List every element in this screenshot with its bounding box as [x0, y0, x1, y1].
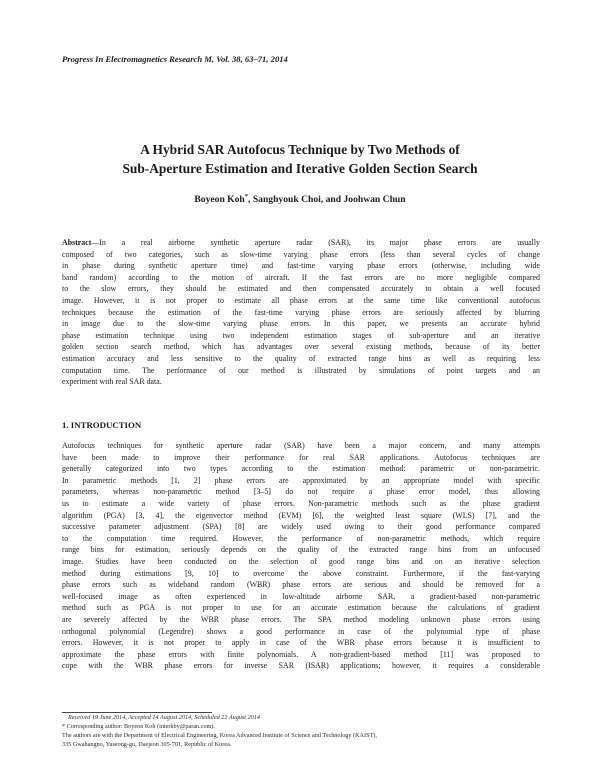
section-heading-introduction: 1. INTRODUCTION	[62, 420, 142, 430]
footnotes	[62, 714, 540, 750]
abstract-line: computation time. The performance of our method is illustrated by simulations of point targets and an	[62, 365, 540, 375]
body-line: orthogonal polynomial (Legendre) shows a good performance in case of the polynomial type of phase	[62, 626, 540, 636]
abstract-line: golden section search method, which has advantages over several existing methods, because of its better	[62, 342, 540, 352]
abstract-line: estimation accuracy and less sensitive to the quality of extracted range bins as well as requiring less	[62, 353, 540, 363]
body-line: algorithm (PGA) [3, 4], the eigenvector method (EVM) [6], the weighted least square (WLS) [7], and the	[62, 510, 540, 520]
corresponding-author-note: * Corresponding author: Boyeon Koh (interkby@paran.com).	[62, 722, 215, 730]
abstract-line	[62, 237, 540, 249]
body-line: cope with the WBR phase errors for inverse SAR (ISAR) applications; however, it requires a considerable	[62, 661, 540, 671]
abstract-text: —In a real airborne synthetic aperture radar (SAR), its major phase errors are usually	[91, 238, 540, 247]
abstract-line: in image due to the slow-time varying phase errors. In this paper, we presents an accurate hybrid	[62, 319, 540, 329]
body-line: errors. However, it is not proper to apply in case of the WBR phase errors because it is insufficient to	[62, 638, 540, 648]
body-line: phase errors such as wideband random (WBR) phase errors are serious and should be removed for a	[62, 580, 540, 590]
body-line: approximate the phase errors with finite polynomials. A non-gradient-based method [11] was proposed to	[62, 649, 540, 659]
introduction-body	[62, 440, 540, 672]
abstract-line: image. However, it is not proper to estimate all phase errors at the same time like conventional autofocus	[62, 295, 540, 305]
corresponding-mark: *	[244, 193, 249, 200]
title-line-2: Sub-Aperture Estimation and Iterative Golden Section Search	[122, 161, 478, 176]
affiliation-line: The authors are with the Department of Electrical Engineering, Korea Advanced Institute of Science and Technology (KAIST),	[62, 731, 377, 739]
body-line: are severely affected by the WBR phase errors. The SPA method modeling unknown phase errors using	[62, 614, 540, 624]
body-line: method during estimations [9, 10] to overcome the above constraint. Furthermore, if the fast-varying	[62, 568, 540, 578]
abstract-line: phase estimation technique using two independent estimation stages of sub-aperture and an iterative	[62, 330, 540, 340]
abstract-line: experiment with real SAR data.	[62, 377, 162, 387]
author-list	[40, 193, 560, 205]
abstract-line: in phase during synthetic aperture time) and fast-time varying phase errors (otherwise, including wide	[62, 261, 540, 271]
body-line: parameters, whereas non-parametric method [3–5] do not require a phase error model, thus allowing	[62, 487, 540, 497]
journal-header: Progress In Electromagnetics Research M, Vol. 38, 63–71, 2014	[62, 54, 288, 64]
body-line: In parametric methods [1, 2] phase errors are approximated by an appropriate model with specific	[62, 475, 540, 485]
received-dates: Received 19 June 2014, Accepted 14 August 2014, Scheduled 22 August 2014	[68, 714, 260, 721]
title-line-1: A Hybrid SAR Autofocus Technique by Two Methods of	[140, 142, 460, 157]
body-line: to the computation time required. However, the performance of non-parametric methods, which require	[62, 533, 540, 543]
body-line: image. Studies have been conducted on the selection of good range bins and on an iterative selection	[62, 556, 540, 566]
abstract-label: Abstract	[62, 238, 92, 247]
body-line: us to estimate a wide variety of phase errors. Non-parametric methods such as the phase gradient	[62, 498, 540, 508]
paper-title	[40, 140, 560, 178]
abstract-line: to the slow errors, they should be estimated and then compensated accurately to obtain a well focused	[62, 284, 540, 294]
abstract-line: composed of two categories, such as slow-time varying phase errors (less than several cycles of change	[62, 249, 540, 259]
first-author: Boyeon Koh	[194, 194, 245, 206]
body-line: generally categorized into two types according to the estimation method: parametric or non-parametric.	[62, 464, 540, 474]
body-line: range bins for estimation, seriously depends on the quality of the extracted range bins from an unfocused	[62, 545, 540, 555]
abstract-line: band random) according to the motion of aircraft. If the fast errors are no more negligible compared	[62, 272, 540, 282]
affiliation-line: 335 Gwahangno, Yuseong-gu, Daejeon 305-701, Republic of Korea.	[62, 740, 232, 748]
body-line: have been made to improve their performance for real SAR applications. Autofocus techniques are	[62, 452, 540, 462]
body-line: method such as PGA is not proper to use for an accurate estimation because the calculations of gradient	[62, 603, 540, 613]
other-authors: , Sanghyouk Choi, and Joohwan Chun	[248, 194, 406, 206]
footnote-divider	[62, 712, 212, 713]
abstract	[62, 237, 540, 388]
body-line: Autofocus techniques for synthetic aperture radar (SAR) have been a major concern, and many attempts	[62, 441, 540, 450]
body-line: well-focused image as often experienced in low-altitude airborne SAR, a gradient-based non-parametric	[62, 591, 540, 601]
body-line: successive parameter adjustment (SPA) [8] are widely used owing to their good performance compared	[62, 522, 540, 532]
abstract-line: techniques because the estimation of the fast-time varying phase errors are seriously affected by blurring	[62, 307, 540, 317]
